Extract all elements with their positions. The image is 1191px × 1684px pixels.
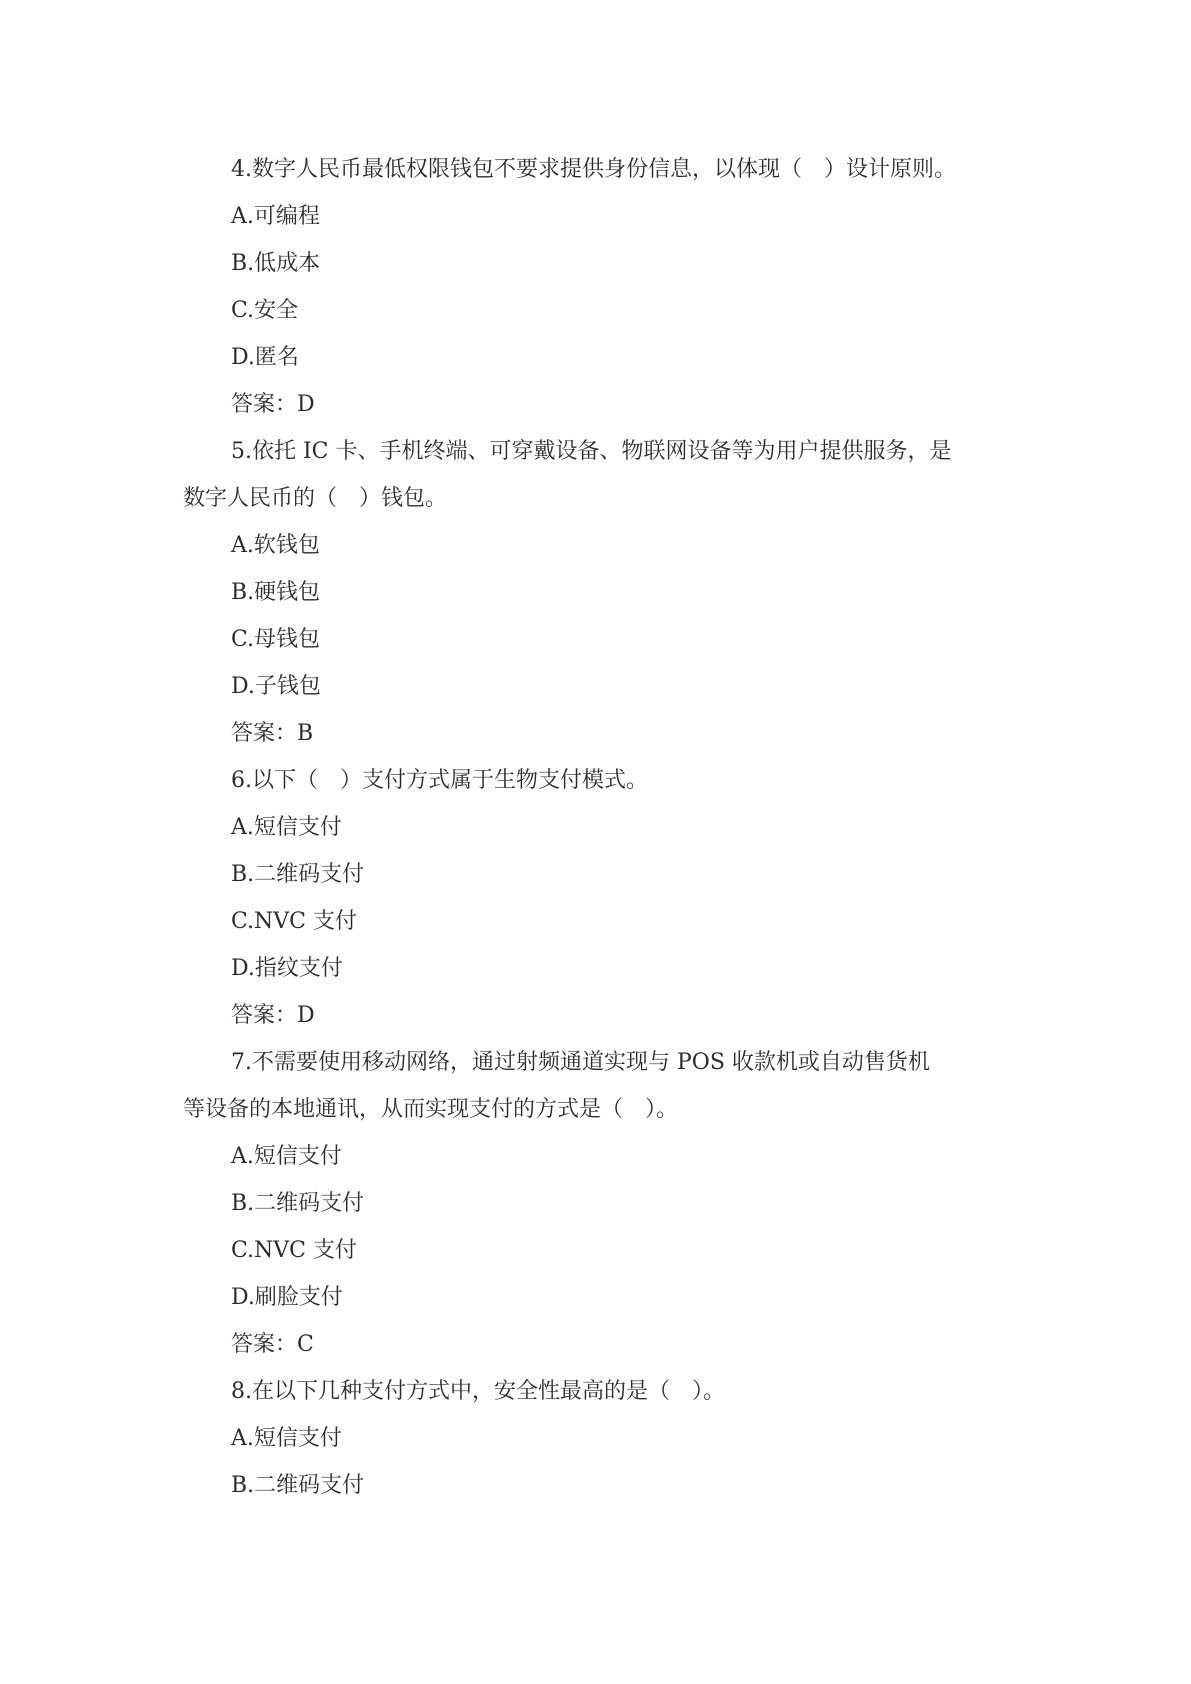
question-6-option-b: B.二维码支付	[231, 862, 365, 887]
question-6-option-a: A.短信支付	[231, 815, 342, 840]
question-7-answer: 答案：C	[231, 1332, 314, 1357]
question-6-stem: 6.以下（ ）支付方式属于生物支付模式。	[231, 768, 648, 793]
question-5-stem-line2: 数字人民币的（ ）钱包。	[183, 486, 448, 511]
question-7-option-c: C.NVC 支付	[231, 1238, 358, 1263]
question-5-answer: 答案：B	[231, 721, 314, 746]
question-4-answer: 答案：D	[231, 392, 315, 417]
question-4-option-b: B.低成本	[231, 251, 321, 276]
question-6-option-d: D.指纹支付	[231, 956, 343, 981]
question-7-option-d: D.刷脸支付	[231, 1285, 343, 1310]
question-7-option-b: B.二维码支付	[231, 1191, 365, 1216]
question-6-option-c: C.NVC 支付	[231, 909, 358, 934]
question-4-option-a: A.可编程	[231, 204, 320, 229]
question-4-option-d: D.匿名	[231, 345, 299, 370]
question-8-option-a: A.短信支付	[231, 1426, 342, 1451]
question-4-stem: 4.数字人民币最低权限钱包不要求提供身份信息，以体现（ ）设计原则。	[231, 157, 956, 182]
question-5-option-a: A.软钱包	[231, 533, 320, 558]
question-4-option-c: C.安全	[231, 298, 299, 323]
question-7-option-a: A.短信支付	[231, 1144, 342, 1169]
question-5-option-b: B.硬钱包	[231, 580, 321, 605]
question-6-answer: 答案：D	[231, 1003, 315, 1028]
question-5-option-c: C.母钱包	[231, 627, 321, 652]
question-5-option-d: D.子钱包	[231, 674, 321, 699]
question-8-option-b: B.二维码支付	[231, 1473, 365, 1498]
question-7-stem-line1: 7.不需要使用移动网络，通过射频通道实现与 POS 收款机或自动售货机	[231, 1050, 930, 1075]
question-5-stem-line1: 5.依托 IC 卡、手机终端、可穿戴设备、物联网设备等为用户提供服务，是	[231, 439, 952, 464]
question-8-stem: 8.在以下几种支付方式中，安全性最高的是（ ）。	[231, 1379, 725, 1404]
question-7-stem-line2: 等设备的本地通讯，从而实现支付的方式是（ ）。	[183, 1097, 679, 1122]
